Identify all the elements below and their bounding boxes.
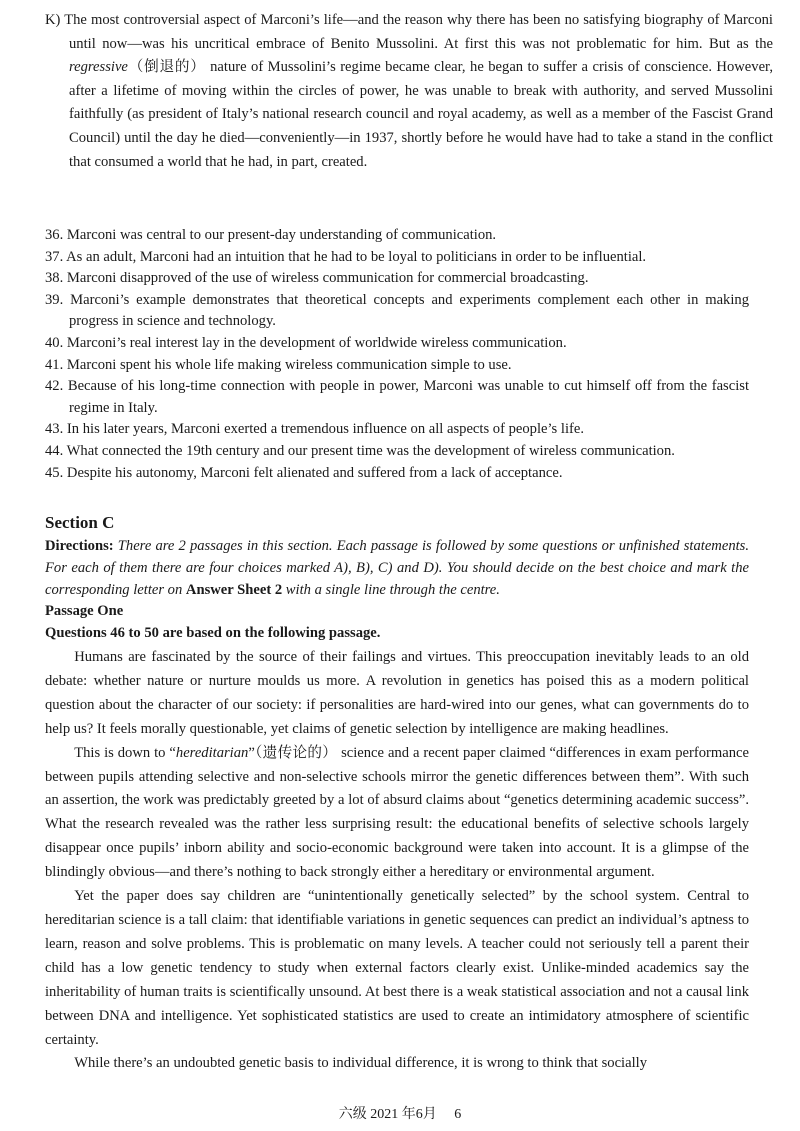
italic-term: regressive bbox=[69, 59, 128, 76]
statement-number: 39. bbox=[45, 291, 64, 308]
directions-label: Directions: bbox=[45, 538, 114, 554]
statement-number: 40. bbox=[45, 334, 64, 351]
passage-paragraph: While there’s an undoubted genetic basis to individual difference, it is wrong to think that socially bbox=[74, 1055, 647, 1072]
passage-title: Passage One bbox=[45, 603, 124, 619]
statement-number: 41. bbox=[45, 356, 64, 373]
statement-number: 42. bbox=[45, 378, 64, 395]
statement-item bbox=[45, 247, 749, 269]
chinese-gloss: （倒退的） bbox=[127, 59, 206, 76]
section-title: Section C bbox=[45, 513, 115, 532]
statement-item bbox=[45, 376, 749, 419]
statement-number: 36. bbox=[45, 227, 64, 243]
chinese-gloss: ”（遗传论的） bbox=[248, 744, 338, 761]
paragraph-k bbox=[45, 9, 773, 174]
statement-item bbox=[45, 355, 749, 377]
paragraph-text: The most controversial aspect of Marconi’s life—and the reason why there has been no satisfying biography of Marconi until now—was his uncritical embrace of Benito Mussolini. At first this was not problematic for him. But as the bbox=[64, 12, 773, 52]
text: This is down to “ bbox=[74, 744, 176, 761]
section-c bbox=[45, 513, 749, 645]
statement-text: Marconi’s real interest lay in the development of worldwide wireless communication. bbox=[66, 334, 567, 351]
passage-paragraph bbox=[45, 742, 749, 885]
page-footer: 六级 2021 年6月 6 bbox=[338, 1107, 462, 1122]
statement-text: Marconi spent his whole life making wireless communication simple to use. bbox=[66, 356, 512, 373]
statement-item bbox=[45, 333, 749, 355]
statement-number: 45. bbox=[45, 464, 64, 481]
statement-item bbox=[45, 419, 749, 441]
statement-item bbox=[45, 268, 749, 290]
paragraph-label: K) bbox=[45, 12, 61, 28]
answer-sheet-label: Answer Sheet 2 bbox=[185, 582, 283, 598]
italic-term: hereditarian bbox=[175, 744, 249, 761]
statement-item bbox=[45, 225, 749, 247]
statement-text: Despite his autonomy, Marconi felt alienated and suffered from a lack of acceptance. bbox=[66, 464, 563, 481]
statement-number: 44. bbox=[45, 442, 64, 459]
directions bbox=[45, 535, 749, 601]
statement-item bbox=[45, 441, 749, 463]
statement-list bbox=[45, 225, 749, 484]
statement-text: Marconi was central to our present-day understanding of communication. bbox=[66, 227, 497, 243]
text: science and a recent paper claimed “differences in exam performance between pupils attending selective and non-selective schools mirror the genetic differences between them”. With such an assertion, the work was predictably greeted by a lot of absurd claims about “genetics determining academic success”. What the research revealed was the rather less surprising result: the educational benefits of selective schools largely disappear once pupils’ inborn ability and socio-economic background were taken into account. It is a glimpse of the blindingly obvious—and there’s nothing to back strongly either a hereditary or environmental argument. bbox=[45, 744, 749, 881]
statement-text: Marconi’s example demonstrates that theoretical concepts and experiments complement each other in making progress in science and technology. bbox=[69, 291, 750, 330]
statement-text: Marconi disapproved of the use of wireless communication for commercial broadcasting. bbox=[66, 270, 589, 287]
passage-one bbox=[45, 646, 749, 1076]
statement-item bbox=[45, 290, 749, 333]
questions-note: Questions 46 to 50 are based on the following passage. bbox=[45, 625, 381, 641]
paragraph-text: nature of Mussolini’s regime became clear, he began to suffer a crisis of conscience. However, after a lifetime of moving within the circles of power, he was unable to break with authority, and served Mussolini faithfully (as president of Italy’s national research council and royal academy, as well as a member of the Fascist Grand Council) until the day he died—conveniently—in 1937, shortly before he would have had to take a stand in the conflict that consumed a world that he had, in part, created. bbox=[69, 59, 773, 170]
statement-item bbox=[45, 463, 749, 485]
passage-paragraph: Yet the paper does say children are “unintentionally genetically selected” by the school system. Central to hereditarian science is a tall claim: that identifiable variations in genetic sequences can predict an individual’s aptness to learn, reason and solve problems. This is problematic on many levels. A teacher could not seriously tell a parent their child has a low genetic tendency to study when external factors clearly exist. Unlike-minded academics say the inheritability of human traits is scientifically unsound. At best there is a weak statistical association and not a causal link between DNA and intelligence. Yet sophisticated statistics are used to create an intimidatory atmosphere of scientific certainty. bbox=[45, 888, 749, 1048]
statement-text: What connected the 19th century and our present time was the development of wireless communication. bbox=[66, 442, 675, 459]
statement-number: 38. bbox=[45, 270, 64, 287]
directions-text: with a single line through the centre. bbox=[282, 582, 500, 598]
statement-text: In his later years, Marconi exerted a tremendous influence on all aspects of people’s life. bbox=[66, 421, 584, 438]
statement-text: As an adult, Marconi had an intuition that he had to be loyal to politicians in order to be influential. bbox=[66, 248, 647, 265]
passage-paragraph: Humans are fascinated by the source of their failings and virtues. This preoccupation inevitably leads to an old debate: whether nature or nurture moulds us more. A revolution in genetics has poised this as a modern political question about the character of our society: if personalities are hard-wired into our genes, what can governments do to help us? It feels morally questionable, yet claims of genetic selection by intelligence are making headlines. bbox=[45, 649, 749, 737]
statement-number: 37. bbox=[45, 248, 64, 265]
directions-text: There are 2 passages in this section. Each passage is followed by some questions or unfinished statements. For each of them there are four choices marked A), B), C) and D). You should decide on the best choice and mark the corresponding letter on bbox=[45, 538, 749, 598]
statement-text: Because of his long-time connection with people in power, Marconi was unable to cut himself off from the fascist regime in Italy. bbox=[67, 378, 749, 416]
statement-number: 43. bbox=[45, 421, 64, 438]
